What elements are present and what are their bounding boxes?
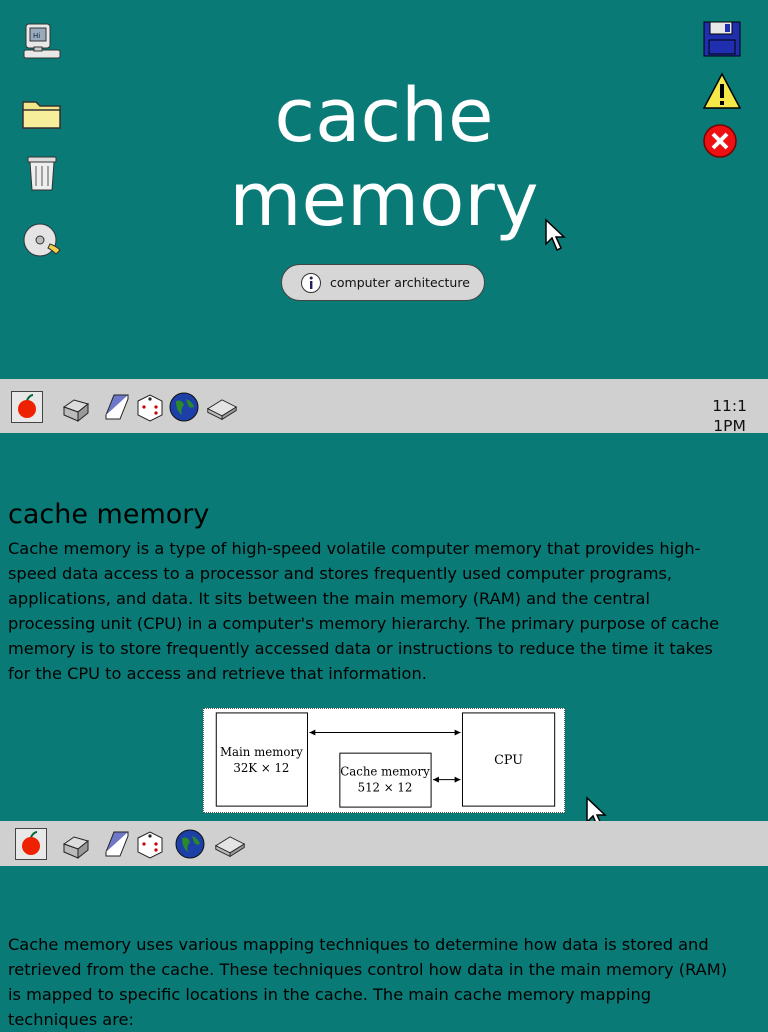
- dice-icon[interactable]: [134, 391, 166, 423]
- taskbar: [0, 379, 768, 433]
- notebook-icon[interactable]: [100, 828, 132, 860]
- apple-icon[interactable]: [15, 828, 47, 860]
- floppy-disk-icon[interactable]: [700, 18, 744, 62]
- notebook-icon[interactable]: [100, 391, 132, 423]
- computer-icon[interactable]: [20, 20, 64, 64]
- dice-icon[interactable]: [134, 828, 166, 860]
- info-icon: [300, 272, 322, 294]
- main-memory-label: Main memory: [219, 745, 303, 760]
- article-paragraph-2: Cache memory uses various mapping techniques to determine how data is stored and retrieved from the cache. These techniques control how data in the main memory (RAM) is mapped to specific locations in the cache. The main cache memory mapping techniques are:: [8, 935, 728, 1029]
- clock[interactable]: [712, 396, 747, 436]
- main-memory-box: [216, 713, 307, 806]
- category-tag-button[interactable]: [281, 264, 485, 301]
- article-paragraph-1: Cache memory is a type of high-speed volatile computer memory that provides high-speed data access to a processor and stores frequently used computer programs, applications, and data. It sits between the main memory (RAM) and the central processing unit (CPU) in a computer's memory hierarchy. The primary purpose of cache memory is to store frequently accessed data or instructions to reduce the time it takes for the CPU to access and retrieve that information.: [8, 539, 720, 683]
- title-line-1: cache: [274, 73, 494, 159]
- category-tag-label: computer architecture: [330, 275, 470, 290]
- scanner-icon[interactable]: [214, 828, 246, 860]
- clock-time: 11:1: [712, 397, 747, 415]
- apple-icon[interactable]: [11, 391, 43, 423]
- article-heading: cache memory: [8, 499, 210, 530]
- clock-period: 1PM: [713, 417, 746, 435]
- main-memory-size: 32K × 12: [233, 760, 290, 775]
- svg-text:Hi: Hi: [33, 32, 41, 40]
- cache-memory-size: 512 × 12: [357, 780, 413, 795]
- printer-icon[interactable]: [60, 828, 92, 860]
- mouse-cursor-icon: [544, 218, 568, 254]
- globe-icon[interactable]: [174, 828, 206, 860]
- scanner-icon[interactable]: [206, 391, 238, 423]
- title-line-2: memory: [229, 157, 539, 243]
- globe-icon[interactable]: [168, 391, 200, 423]
- cache-memory-label: Cache memory: [340, 764, 430, 779]
- printer-icon[interactable]: [60, 391, 92, 423]
- cache-memory-diagram: [203, 708, 565, 813]
- taskbar-secondary: [0, 821, 768, 866]
- cpu-label: CPU: [494, 752, 524, 768]
